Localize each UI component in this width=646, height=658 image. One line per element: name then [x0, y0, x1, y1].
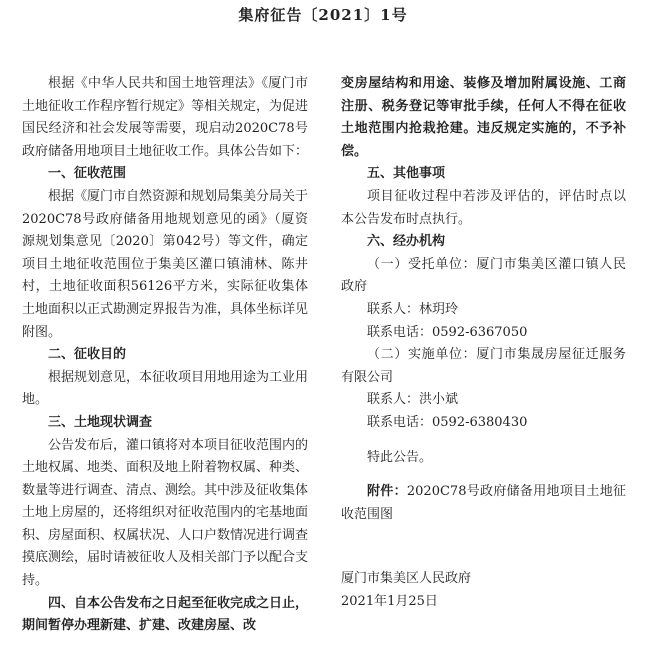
intro-paragraph: 根据《中华人民共和国土地管理法》《厦门市土地征收工作程序暂行规定》等相关规定，为促进国民经济和社会发展等需要，现启动2020C78号政府储备用地项目土地征收工作。具体公告如下： — [22, 76, 309, 159]
section-3-heading: 三、土地现状调查 — [48, 414, 153, 430]
section-2-body: 根据规划意见，本征收项目用地用途为工业用地。 — [22, 369, 309, 408]
sign-date: 2021年1月25日 — [341, 593, 438, 609]
implementing-unit: （二）实施单位：厦门市集晟房屋征迁服务有限公司 — [341, 347, 626, 385]
section-3-body: 公告发布后，灌口镇将对本项目征收范围内的土地权属、地类、面积及地上附着物权属、种类、数量等进行调查、清点、测绘。其中涉及征收集体土地上房屋的，还将组织对征收范围内的宅基地面积、房屋面积、权属状况、人口户数情况进行调查摸底测绘，届时请被征收人及相关部门予以配合支持。 — [22, 437, 309, 589]
section-1-heading: 一、征收范围 — [48, 166, 127, 182]
section-1-body: 根据《厦门市自然资源和规划局集美分局关于2020C78号政府储备用地规划意见的函》（厦资源规划集意见〔2020〕第042号）等文件，确定项目土地征收范围位于集美区灌口镇浦林、陈井村，土地征收面积56126平方米，实际征收集体土地面积以正式勘测定界报告为准，具体坐标详见附图。 — [22, 188, 309, 340]
section-5-body: 项目征收过程中若涉及评估的，评估时点以本公告发布时点执行。 — [341, 188, 626, 227]
left-column — [22, 73, 308, 638]
entrusted-contact: 联系人：林玥玲 — [367, 301, 459, 317]
entrusted-unit: （一）受托单位：厦门市集美区灌口镇人民政府 — [341, 256, 626, 295]
section-6-heading: 六、经办机构 — [367, 234, 446, 250]
implementing-contact: 联系人：洪小斌 — [367, 392, 459, 408]
right-column — [341, 73, 626, 613]
document-title: 集府征告〔2021〕1号 — [238, 6, 408, 24]
implementing-phone: 联系电话：0592-6380430 — [367, 414, 528, 430]
section-5-heading: 五、其他事项 — [367, 166, 446, 182]
section-2-heading: 二、征收目的 — [48, 347, 127, 363]
attachment-label: 附件： — [367, 484, 407, 500]
entrusted-phone: 联系电话：0592-6367050 — [367, 324, 528, 340]
section-4-heading: 四、自本公告发布之日起至征收完成之日止，期间暂停办理新建、扩建、改建房屋、改 — [22, 595, 309, 634]
notice-closing: 特此公告。 — [367, 449, 433, 465]
section-4-continuation: 变房屋结构和用途、装修及增加附属设施、工商注册、税务登记等审批手续，任何人不得在征收土地范围内抢栽抢建。违反规定实施的，不予补偿。 — [341, 76, 626, 159]
signer: 厦门市集美区人民政府 — [341, 571, 472, 587]
attachment-line — [341, 481, 626, 526]
attachment-text: 2020C78号政府储备用地项目土地征收范围图 — [341, 484, 626, 522]
